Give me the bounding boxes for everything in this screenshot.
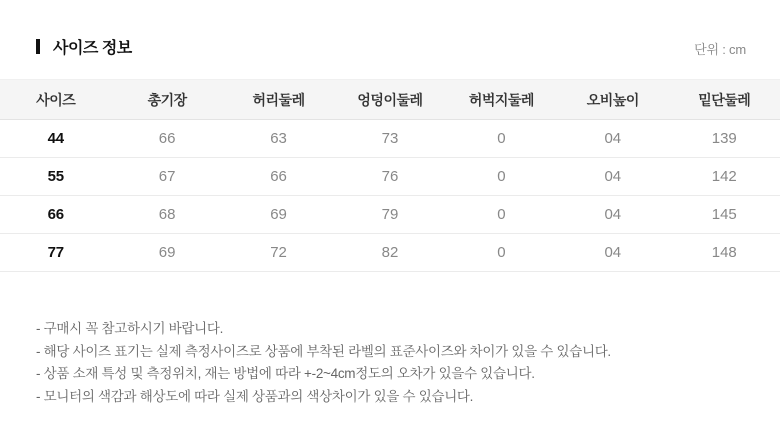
measure-value: 67 xyxy=(111,158,222,196)
column-header-rise: 오비높이 xyxy=(557,80,668,120)
size-value: 44 xyxy=(0,120,111,158)
notes-section xyxy=(36,318,744,408)
column-header-total-length: 총기장 xyxy=(111,80,222,120)
measure-value: 04 xyxy=(557,234,668,272)
table-row xyxy=(0,234,780,272)
measure-value: 66 xyxy=(223,158,334,196)
measure-value: 68 xyxy=(111,196,222,234)
measure-value: 0 xyxy=(446,158,557,196)
measure-value: 76 xyxy=(334,158,445,196)
note-line: - 상품 소재 특성 및 측정위치, 재는 방법에 따라 +-2~4cm정도의 오차가 있을수 있습니다. xyxy=(36,366,535,381)
column-header-thigh: 허벅지둘레 xyxy=(446,80,557,120)
title-accent-bar xyxy=(36,39,40,54)
column-header-waist: 허리둘레 xyxy=(223,80,334,120)
measure-value: 82 xyxy=(334,234,445,272)
measure-value: 0 xyxy=(446,196,557,234)
measure-value: 69 xyxy=(223,196,334,234)
size-value: 66 xyxy=(0,196,111,234)
measure-value: 04 xyxy=(557,196,668,234)
column-header-hem: 밑단둘레 xyxy=(669,80,780,120)
table-row xyxy=(0,120,780,158)
note-line: - 해당 사이즈 표기는 실제 측정사이즈로 상품에 부착된 라벨의 표준사이즈와 차이가 있을 수 있습니다. xyxy=(36,343,611,359)
unit-label: 단위 : cm xyxy=(694,42,746,57)
measure-value: 73 xyxy=(334,120,445,158)
measure-value: 142 xyxy=(669,158,780,196)
measure-value: 72 xyxy=(223,234,334,272)
size-value: 55 xyxy=(0,158,111,196)
measure-value: 63 xyxy=(223,120,334,158)
section-header xyxy=(0,0,780,58)
size-table-head xyxy=(0,80,780,120)
measure-value: 69 xyxy=(111,234,222,272)
note-line: - 구매시 꼭 참고하시기 바랍니다. xyxy=(36,321,224,336)
table-row xyxy=(0,158,780,196)
header-row xyxy=(0,80,780,120)
measure-value: 145 xyxy=(669,196,780,234)
size-table xyxy=(0,79,780,272)
measure-value: 79 xyxy=(334,196,445,234)
table-row xyxy=(0,196,780,234)
measure-value: 148 xyxy=(669,234,780,272)
size-value: 77 xyxy=(0,234,111,272)
column-header-hip: 엉덩이둘레 xyxy=(334,80,445,120)
measure-value: 139 xyxy=(669,120,780,158)
page-title: 사이즈 정보 xyxy=(53,40,132,57)
measure-value: 04 xyxy=(557,158,668,196)
measure-value: 0 xyxy=(446,234,557,272)
measure-value: 04 xyxy=(557,120,668,158)
measure-value: 0 xyxy=(446,120,557,158)
size-table-body xyxy=(0,120,780,272)
note-line: - 모니터의 색감과 해상도에 따라 실제 상품과의 색상차이가 있을 수 있습니다. xyxy=(36,388,474,404)
column-header-size: 사이즈 xyxy=(0,80,111,120)
section-title-wrap xyxy=(36,35,132,58)
measure-value: 66 xyxy=(111,120,222,158)
